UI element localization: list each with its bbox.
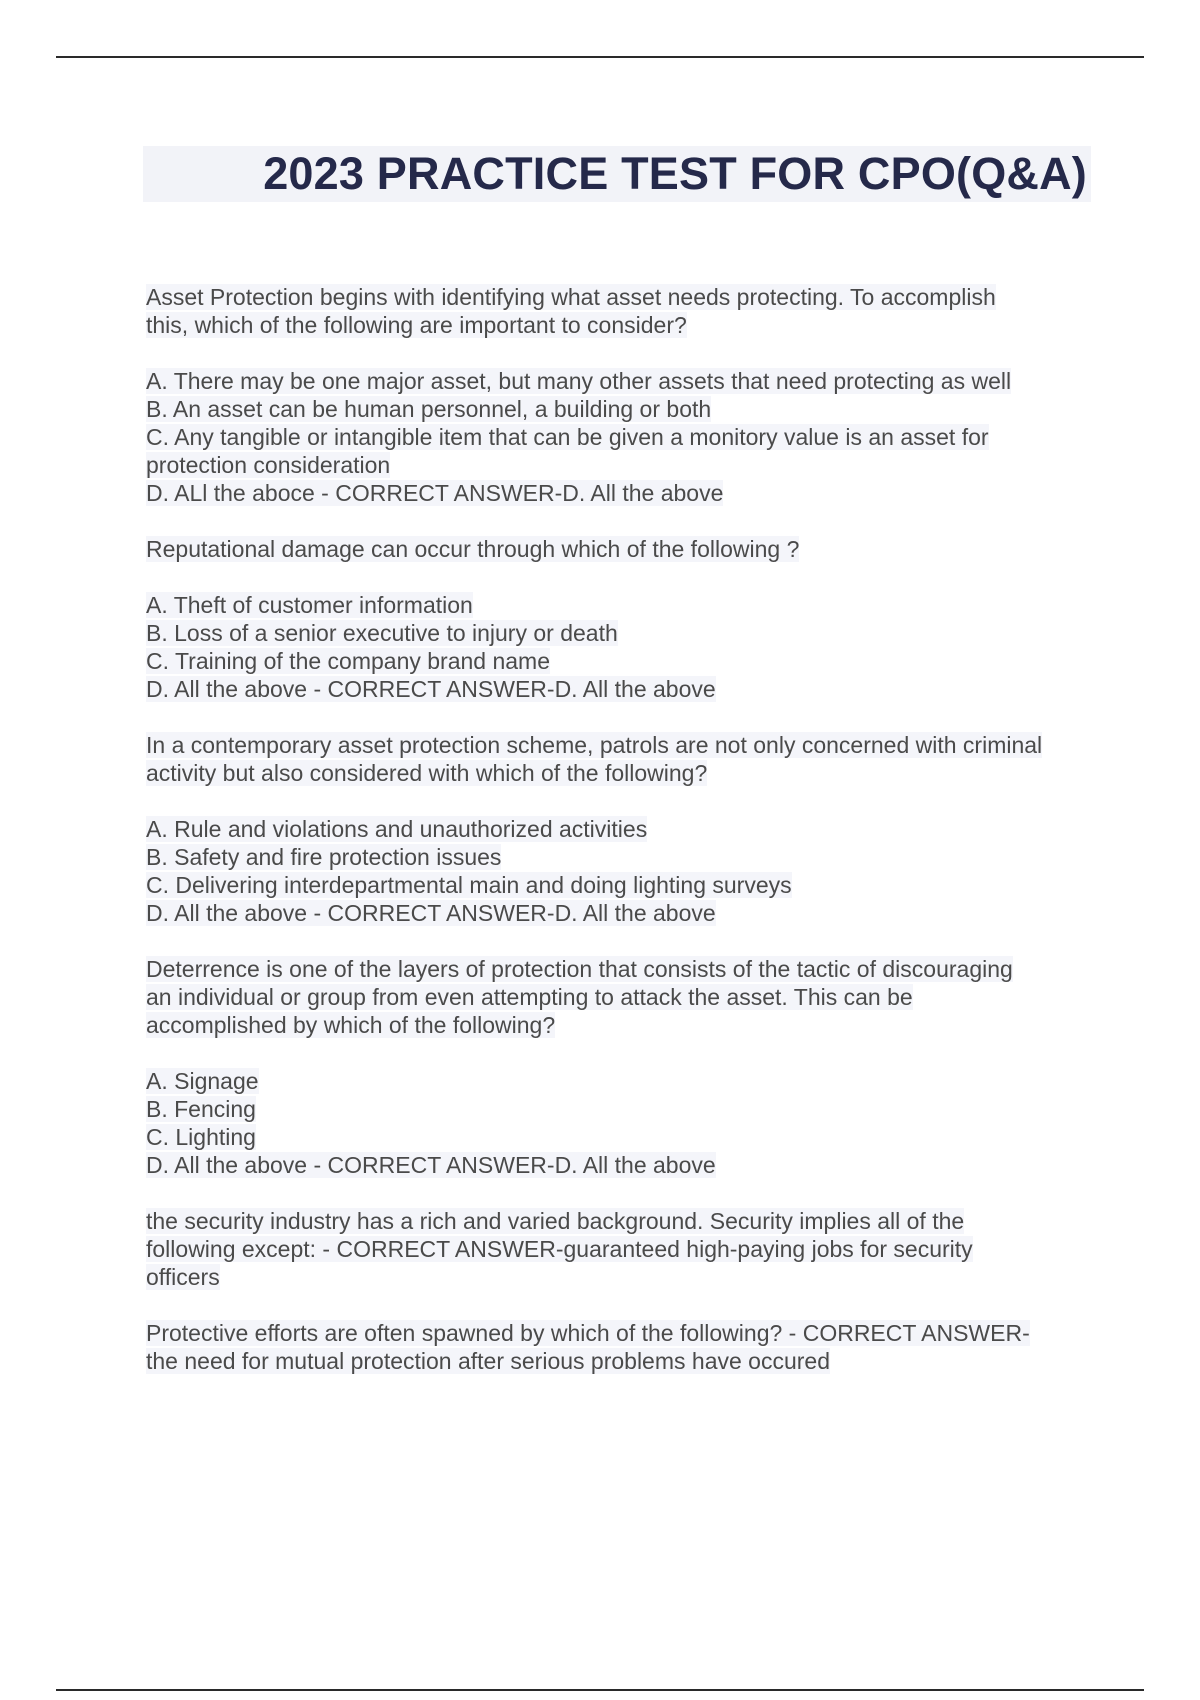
text-line: following except: - CORRECT ANSWER-guaranteed high-paying jobs for security [146, 1236, 973, 1262]
answer-line: D. All the above - CORRECT ANSWER-D. All the above [146, 1152, 716, 1178]
text-line: Reputational damage can occur through which of the following ? [146, 536, 800, 562]
option-line: B. An asset can be human personnel, a building or both [146, 396, 712, 422]
text-line: Asset Protection begins with identifying what asset needs protecting. To accomplish [146, 284, 996, 310]
options-3 [146, 815, 1106, 927]
option-line: protection consideration [146, 452, 391, 478]
document-body [146, 283, 1106, 1403]
text-line: this, which of the following are important to consider? [146, 312, 687, 338]
question-5 [146, 1207, 1106, 1291]
option-line: B. Loss of a senior executive to injury or death [146, 620, 618, 646]
option-line: C. Training of the company brand name [146, 648, 551, 674]
text-line: In a contemporary asset protection scheme, patrols are not only concerned with criminal [146, 732, 1043, 758]
option-line: A. Signage [146, 1068, 259, 1094]
option-line: B. Safety and fire protection issues [146, 844, 502, 870]
option-line: A. There may be one major asset, but many other assets that need protecting as well [146, 368, 1012, 394]
option-line: A. Rule and violations and unauthorized activities [146, 816, 648, 842]
bottom-rule [56, 1689, 1144, 1691]
top-rule [56, 56, 1144, 58]
text-line: an individual or group from even attempting to attack the asset. This can be [146, 984, 913, 1010]
text-line: accomplished by which of the following? [146, 1012, 556, 1038]
answer-line: D. All the above - CORRECT ANSWER-D. All the above [146, 676, 716, 702]
option-line: A. Theft of customer information [146, 592, 473, 618]
answer-line: D. ALl the aboce - CORRECT ANSWER-D. All the above [146, 480, 724, 506]
question-4 [146, 955, 1106, 1039]
answer-line: D. All the above - CORRECT ANSWER-D. All the above [146, 900, 716, 926]
text-line: the security industry has a rich and varied background. Security implies all of the [146, 1208, 965, 1234]
document-title: 2023 PRACTICE TEST FOR CPO(Q&A) [263, 148, 1087, 199]
question-6 [146, 1319, 1106, 1375]
options-4 [146, 1067, 1106, 1179]
option-line: B. Fencing [146, 1096, 256, 1122]
options-2 [146, 591, 1106, 703]
question-2 [146, 535, 1106, 563]
question-1 [146, 283, 1106, 339]
text-line: officers [146, 1264, 220, 1290]
text-line: activity but also considered with which of the following? [146, 760, 708, 786]
option-line: C. Lighting [146, 1124, 256, 1150]
text-line: the need for mutual protection after serious problems have occured [146, 1348, 830, 1374]
text-line: Deterrence is one of the layers of protection that consists of the tactic of discouraging [146, 956, 1013, 982]
option-line: C. Any tangible or intangible item that can be given a monitory value is an asset for [146, 424, 989, 450]
option-line: C. Delivering interdepartmental main and doing lighting surveys [146, 872, 792, 898]
options-1 [146, 367, 1106, 507]
question-3 [146, 731, 1106, 787]
text-line: Protective efforts are often spawned by which of the following? - CORRECT ANSWER- [146, 1320, 1030, 1346]
